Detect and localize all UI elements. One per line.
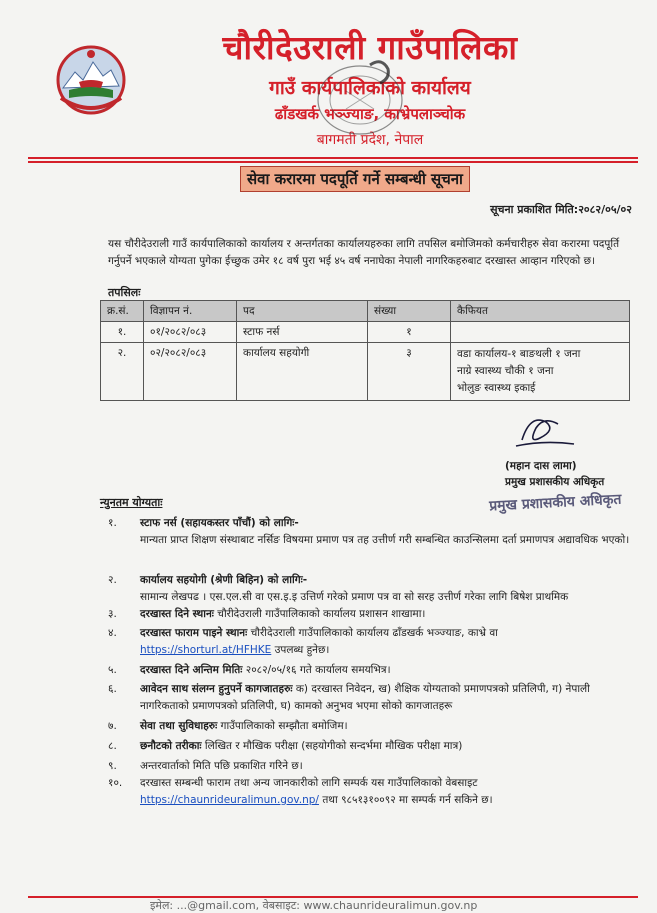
row-sn: १. [101, 322, 144, 343]
item-number: ९. [108, 760, 117, 772]
requirements-heading: न्युनतम योग्यताः [100, 496, 163, 509]
item-text: क) दरखास्त निवेदन, ख) शैक्षिक योग्यताको प्रमाणपत्रको प्रतिलिपी, ग) नेपाली [295, 683, 590, 695]
row-ad-no: ०१/२०८२/०८३ [144, 322, 237, 343]
item-text: २०८२/०५/१६ गते कार्यालय समयभित्र। [245, 664, 391, 676]
signatory-title: प्रमुख प्रशासकीय अधिकृत [505, 476, 605, 488]
item-label: दरखास्त दिने अन्तिम मितिः [140, 664, 243, 676]
row-count: ३ [368, 343, 451, 401]
official-stamp-icon [485, 485, 625, 515]
signatory-name: (महान दास लामा) [505, 460, 577, 472]
item-label: दरखास्त फाराम पाइने स्थानः [140, 627, 248, 639]
form-download-link[interactable]: https://shorturl.at/HFHKE [140, 644, 272, 656]
item-number: २. [108, 574, 117, 586]
item-text-suffix: उपलब्ध हुनेछ। [274, 644, 330, 656]
item-text: सामान्य लेखपढ । एस.एल.सी वा एस.इ.इ उत्तिर्ण गरेको प्रमाण पत्र वा सो सरह उत्तीर्ण गरेका लागि बिषेश प्राथमिक [140, 591, 569, 603]
item-label: आवेदन साथ संलग्न हुनुपर्ने कागजातहरुः [140, 683, 293, 695]
header-divider-2 [28, 161, 638, 163]
remark-line: वडा कार्यालय-१ बाङथली १ जना [457, 348, 581, 360]
footer-contact: इमेल: ...@gmail.com, वेबसाइट: www.chaunrideuralimun.gov.np [150, 899, 478, 912]
item-number: ५. [108, 664, 117, 676]
item-text: अन्तरवार्ताको मिति पछि प्रकाशित गरिने छ। [140, 760, 303, 772]
municipality-title: चौरीदेउराली गाउँपालिका [222, 28, 518, 67]
col-header-count: संख्या [368, 301, 451, 322]
col-header-remarks: कैफियत [451, 301, 630, 322]
item-text-2: नागरिकताको प्रमाणपत्रको प्रतिलिपी, घ) कामको अनुभव भएमा सोको कागजातहरू [140, 700, 453, 712]
website-link[interactable]: https://chaunrideuralimun.gov.np/ [140, 794, 319, 806]
item-text: मान्यता प्राप्त शिक्षण संस्थाबाट नर्सिङ विषयमा प्रमाण पत्र तह उत्तीर्ण गरी सम्बन्धित काउन्सिलमा दर्ता प्रमाणपत्र अद्यावधिक भएको। [140, 534, 630, 546]
published-date: सूचना प्रकाशित मिति:२०८२/०५/०२ [490, 203, 632, 216]
office-seal-icon [300, 55, 415, 140]
table-row [101, 343, 630, 401]
col-header-post: पद [237, 301, 368, 322]
item-text-suffix: तथा ९८५१३१००९२ मा सम्पर्क गर्न सकिने छ। [322, 794, 493, 806]
item-number: १०. [108, 777, 123, 789]
notice-title: सेवा करारमा पदपूर्ति गर्ने सम्बन्धी सूचना [240, 166, 470, 192]
item-label: सेवा तथा सुविधाहरुः [140, 720, 218, 732]
item-label: कार्यालय सहयोगी (श्रेणी बिहिन) को लागिः- [140, 574, 308, 586]
col-header-sn: क्र.सं. [101, 301, 144, 322]
row-post: कार्यालय सहयोगी [237, 343, 368, 401]
item-number: ३. [108, 608, 117, 620]
remark-line: नाग्रे स्वास्थ्य चौकी १ जना [457, 365, 554, 377]
row-count: १ [368, 322, 451, 343]
office-subtitle: गाउँ कार्यपालिकाको कार्यालय [269, 77, 471, 99]
item-number: ८. [108, 740, 117, 752]
header-divider [28, 157, 638, 159]
row-remarks [451, 343, 630, 401]
item-text: गाउँपालिकाको सम्झौता बमोजिम। [220, 720, 348, 732]
row-ad-no: ०२/२०८२/०८३ [144, 343, 237, 401]
item-text: चौरीदेउराली गाउँपालिकाको कार्यालय प्रशासन शाखामा। [217, 608, 426, 620]
row-sn: २. [101, 343, 144, 401]
item-number: ६. [108, 683, 117, 695]
nepal-emblem-icon [55, 42, 127, 118]
item-label: स्टाफ नर्स (सहायकस्तर पाँचौं) को लागिः- [140, 517, 299, 529]
item-text: लिखित र मौखिक परीक्षा (सहयोगीको सन्दर्भमा मौखिक परीक्षा मात्र) [204, 740, 463, 752]
vacancy-table [100, 300, 630, 401]
item-label: छनौटको तरीकाः [140, 740, 202, 752]
item-number: ४. [108, 627, 117, 639]
stamp-text: प्रमुख प्रशासकीय अधिकृत [488, 491, 622, 515]
office-address: ढाँडखर्क भञ्ज्याङ, काभ्रेपलाञ्चोक [274, 105, 466, 123]
item-number: १. [108, 517, 117, 529]
item-number: ७. [108, 720, 117, 732]
row-remarks [451, 322, 630, 343]
notice-intro: यस चौरीदेउराली गाउँ कार्यपालिकाको कार्यालय र अन्तर्गतका कार्यालयहरुका लागि तपसिल बमोजिमको कर्मचारीहरु सेवा करारमा पदपूर्ति गर्नुपर्ने भएकाले योग्यता पुगेका ईच्छुक उमेर १८ वर्ष पुरा भई ४५ वर्ष ननाघेका नेपाली नागरिकहरुबाट दरखास्त आव्हान गरिएको छ। [108, 238, 620, 267]
remark-line: भोलुङ स्वास्थ्य इकाई [457, 382, 536, 394]
item-label: दरखास्त दिने स्थानः [140, 608, 214, 620]
col-header-ad-no: विज्ञापन नं. [144, 301, 237, 322]
details-label: तपसिलः [108, 286, 141, 299]
office-province: बागमती प्रदेश, नेपाल [316, 132, 424, 148]
item-text: चौरीदेउराली गाउँपालिकाको कार्यालय ढाँडखर्क भञ्ज्याङ, काभ्रे वा [250, 627, 498, 639]
item-text: दरखास्त सम्बन्धी फाराम तथा अन्य जानकारीको लागि सम्पर्क यस गाउँपालिकाको वेबसाइट [140, 777, 478, 789]
signature-icon [510, 410, 580, 452]
row-post: स्टाफ नर्स [237, 322, 368, 343]
table-row [101, 322, 630, 343]
